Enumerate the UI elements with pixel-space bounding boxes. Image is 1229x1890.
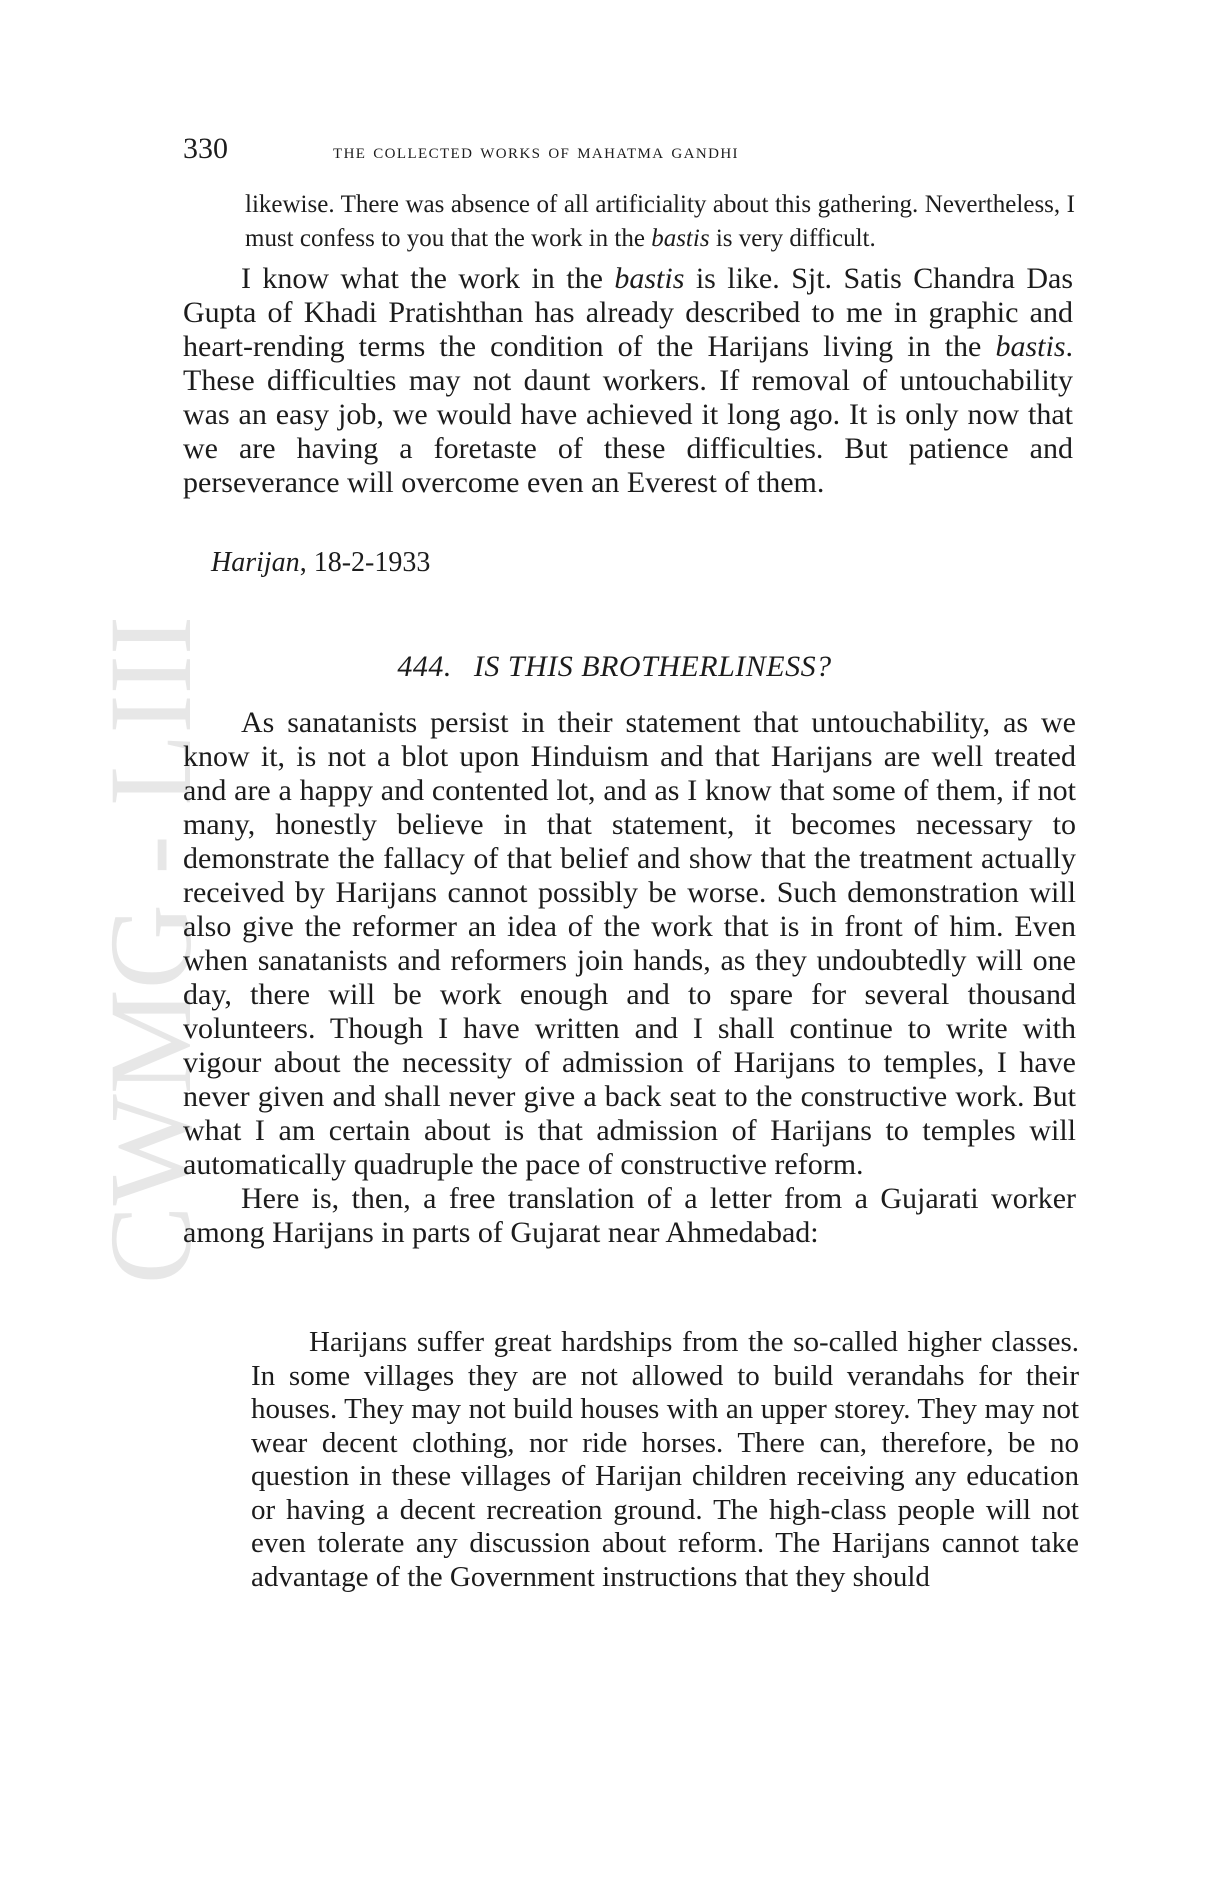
article-heading [0,650,1229,684]
letter-text: Harijans suffer great hardships from the so-called higher classes. In some villages they are not allowed to build verandahs for their houses. They may not build houses with an upper storey. They may not wear decent clothing, nor ride horses. There can, therefore, be no question in these villages of Harijan children receiving any education or having a decent recreation ground. The high-class people will not even tolerate any discussion about reform. The Harijans cannot take advantage of the Government instructions that they should [251,1326,1079,1593]
article-body [183,706,1076,1250]
quote-term: bastis [651,225,710,252]
running-title: the collected works of mahatma gandhi [333,138,739,163]
letter-quote [251,1326,1079,1594]
watermark-text: CWMG - LIII [85,615,216,1285]
continued-quote [245,188,1075,256]
article-title: IS THIS BROTHERLINESS? [473,650,832,683]
closing-part-2: is like. Sjt. Satis Chandra Das Gupta of Khadi Pratishthan has already described to me in graphic and heart-rending terms the condition of the Harijans living in the [183,262,1073,363]
article-paragraph-1: As sanatanists persist in their statement that untouchability, as we know it, is not a blot upon Hinduism and that Harijans are well treated and are a happy and contented lot, and as I know that some of them, if not many, honestly believe in that statement, it becomes necessary to demonstrate the fallacy of that belief and show that the treatment actually received by Harijans cannot possibly be worse. Such demonstration will also give the reformer an idea of the work that is in front of him. Even when sanatanists and reformers join hands, as they undoubtedly will one day, there will be work enough and to spare for several thousand volunteers. Though I have written and I shall continue to write with vigour about the necessity of admission of Harijans to temples, I have never given and shall never give a back seat to the constructive work. But what I am certain about is that admission of Harijans to temples will automatically quadruple the pace of constructive reform. [183,706,1076,1181]
page-header [183,132,1083,172]
closing-part-3: . These difficulties may not daunt workers. If removal of untouchability was an easy job, we would have achieved it long ago. It is only now that we are having a foretaste of these difficulties. But patience and perseverance will overcome even an Everest of them. [183,330,1073,499]
quote-text-after: is very difficult. [709,225,876,252]
article-paragraph-2: Here is, then, a free translation of a letter from a Gujarati worker among Harijans in parts of Gujarat near Ahmedabad: [183,1182,1076,1249]
page-number: 330 [183,132,228,165]
quote-text-before: likewise. There was absence of all artificiality about this gathering. Nevertheless, I must confess to you that the work in the [245,191,1075,252]
closing-term-2: bastis [995,330,1066,363]
closing-term-1: bastis [614,262,685,295]
source-citation [211,547,430,579]
source-date: , 18-2-1933 [299,547,431,578]
article-number: 444. [397,650,452,683]
continued-quote-text [245,188,1075,256]
source-publication: Harijan [211,547,300,578]
closing-paragraph [183,262,1073,500]
closing-part-1: I know what the work in the [241,262,615,295]
closing-paragraph-text [183,262,1073,500]
